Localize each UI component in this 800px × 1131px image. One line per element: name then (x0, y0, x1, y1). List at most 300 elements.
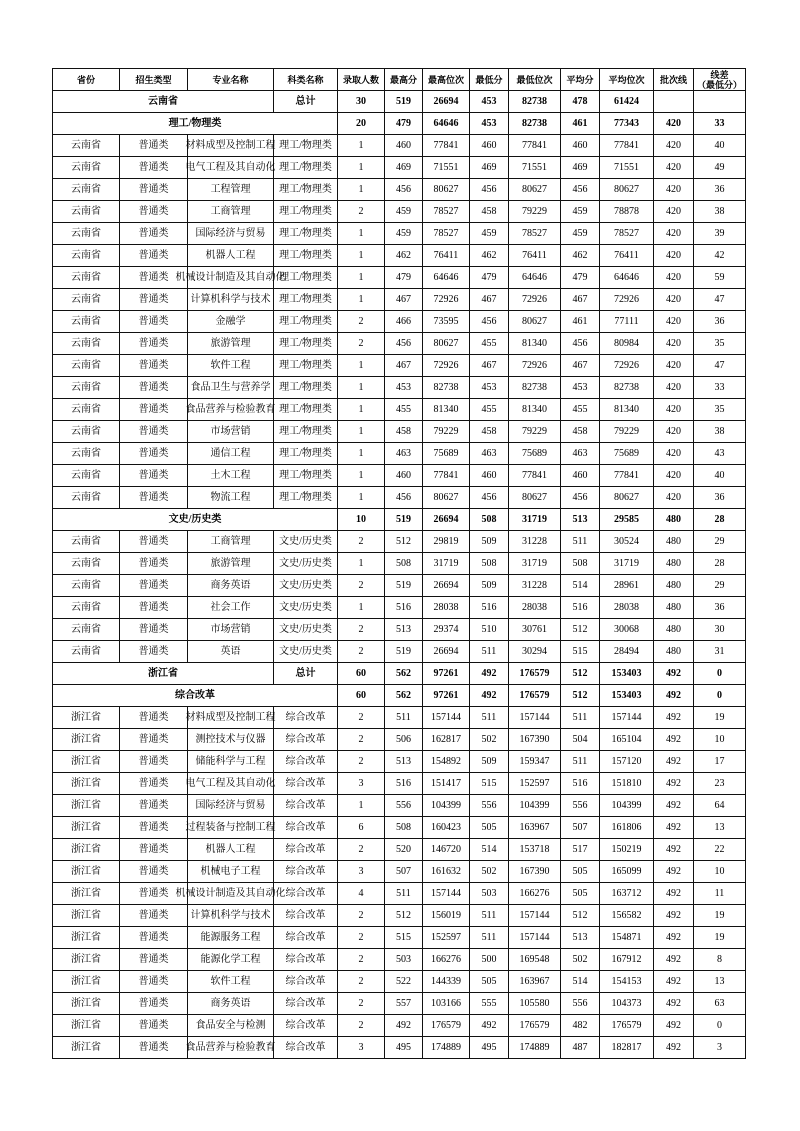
cell-avg-rank-value: 154153 (611, 975, 642, 987)
cell-batch-line-value: 420 (666, 381, 681, 393)
cell-province-value: 云南省 (71, 205, 101, 217)
cell-avg-rank (600, 245, 654, 267)
cell-admitted-count (338, 905, 385, 927)
cell-admitted-count (338, 377, 385, 399)
cell-avg-rank (600, 663, 654, 685)
cell-max-score-value: 466 (396, 315, 411, 327)
cell-avg-rank (600, 619, 654, 641)
cell-max-score-value: 479 (396, 271, 411, 283)
cell-major (188, 355, 274, 377)
cell-min-score (470, 1037, 509, 1059)
cell-min-rank-value: 80627 (522, 183, 547, 195)
cell-admitted-count (338, 91, 385, 113)
cell-admitted-count (338, 817, 385, 839)
cell-province-value: 浙江省 (71, 821, 101, 833)
cell-province-value: 云南省 (71, 337, 101, 349)
cell-line-diff (694, 1015, 746, 1037)
cell-subject-category-value: 理工/物理类 (279, 183, 332, 195)
cell-province-value: 浙江省 (71, 1041, 101, 1053)
cell-max-score-value: 467 (396, 359, 411, 371)
cell-avg-score-value: 467 (572, 359, 588, 371)
cell-subject-category (274, 817, 338, 839)
cell-min-score (470, 817, 509, 839)
cell-major-value: 国际经济与贸易 (195, 799, 266, 811)
cell-max-rank (423, 399, 470, 421)
table-row (53, 223, 746, 245)
cell-subject-category-value: 理工/物理类 (279, 315, 332, 327)
cell-avg-rank (600, 729, 654, 751)
cell-subject-category (274, 971, 338, 993)
cell-avg-score-value: 511 (572, 711, 588, 723)
header-admitted-count (338, 69, 385, 91)
cell-max-score (385, 883, 423, 905)
cell-major-value: 商务英语 (210, 997, 251, 1009)
cell-avg-score-value: 463 (572, 447, 588, 459)
cell-subject-category (274, 927, 338, 949)
cell-min-rank-value: 169548 (519, 953, 550, 965)
cell-avg-score (561, 355, 600, 377)
cell-line-diff (694, 157, 746, 179)
cell-subject-category (274, 487, 338, 509)
cell-province (53, 1015, 120, 1037)
cell-line-diff (694, 421, 746, 443)
cell-min-score-value: 460 (481, 469, 497, 481)
total-label (274, 91, 338, 113)
cell-min-rank (509, 289, 561, 311)
cell-province (53, 531, 120, 553)
cell-batch-line (654, 531, 694, 553)
cell-min-rank-value: 176579 (519, 1019, 550, 1031)
header-admission-type (120, 69, 188, 91)
cell-admitted-count-value: 1 (358, 249, 364, 261)
cell-min-score (470, 157, 509, 179)
cell-subject-category-value: 理工/物理类 (279, 491, 332, 503)
cell-avg-rank-value: 163712 (611, 887, 642, 899)
cell-max-score-value: 556 (396, 799, 411, 811)
cell-max-score (385, 905, 423, 927)
cell-admission-type-value: 普通类 (138, 469, 169, 481)
cell-max-score-value: 503 (396, 953, 411, 965)
cell-avg-rank (600, 1015, 654, 1037)
cell-min-rank (509, 487, 561, 509)
cell-avg-rank (600, 927, 654, 949)
cell-batch-line-value: 492 (666, 799, 681, 811)
cell-avg-score-value: 456 (572, 337, 588, 349)
cell-line-diff (694, 839, 746, 861)
cell-min-score (470, 289, 509, 311)
cell-admission-type (120, 443, 188, 465)
cell-avg-rank (600, 839, 654, 861)
cell-admitted-count-value: 1 (358, 491, 364, 503)
cell-subject-category-value: 综合改革 (285, 953, 326, 965)
cell-subject-category-value: 理工/物理类 (279, 425, 332, 437)
cell-major-value: 计算机科学与技术 (190, 293, 271, 305)
cell-major-value: 食品营养与检验教育 (185, 403, 276, 415)
admissions-table (52, 68, 746, 1059)
cell-admission-type (120, 817, 188, 839)
cell-province (53, 949, 120, 971)
cell-min-rank-value: 77841 (522, 469, 547, 481)
cell-min-score-value: 469 (481, 161, 497, 173)
cell-min-score-value: 511 (481, 909, 497, 921)
cell-province (53, 267, 120, 289)
cell-province (53, 729, 120, 751)
cell-admission-type (120, 619, 188, 641)
cell-admitted-count (338, 245, 385, 267)
cell-min-score-value: 511 (481, 711, 497, 723)
cell-admission-type (120, 795, 188, 817)
cell-min-rank (509, 971, 561, 993)
cell-batch-line-value: 492 (666, 777, 681, 789)
cell-min-score (470, 663, 509, 685)
cell-max-score-value: 519 (396, 513, 411, 525)
cell-avg-rank-value: 104373 (611, 997, 642, 1009)
cell-max-score-value: 453 (396, 381, 411, 393)
cell-subject-category-value: 综合改革 (285, 755, 326, 767)
table-row (53, 421, 746, 443)
cell-admission-type (120, 597, 188, 619)
cell-avg-score (561, 333, 600, 355)
cell-major-value: 物流工程 (210, 491, 251, 503)
cell-min-rank-value: 163967 (519, 821, 550, 833)
cell-province-value: 云南省 (71, 161, 101, 173)
cell-line-diff (694, 883, 746, 905)
cell-line-diff-value: 19 (714, 909, 725, 921)
cell-avg-score-value: 556 (572, 799, 588, 811)
cell-max-rank (423, 597, 470, 619)
cell-admission-type (120, 223, 188, 245)
cell-max-score-value: 456 (396, 183, 411, 195)
cell-major (188, 971, 274, 993)
cell-province (53, 289, 120, 311)
cell-subject-category-value: 综合改革 (285, 909, 326, 921)
cell-max-score (385, 289, 423, 311)
cell-subject-category-value: 文史/历史类 (279, 601, 332, 613)
cell-max-rank (423, 993, 470, 1015)
cell-avg-rank (600, 1037, 654, 1059)
cell-avg-rank (600, 575, 654, 597)
cell-admission-type-value: 普通类 (138, 139, 169, 151)
cell-max-rank-value: 72926 (433, 359, 459, 371)
cell-batch-line (654, 597, 694, 619)
cell-admission-type (120, 641, 188, 663)
cell-max-rank (423, 949, 470, 971)
cell-admission-type-value: 普通类 (138, 491, 169, 503)
cell-min-rank-value: 78527 (522, 227, 547, 239)
cell-avg-score-value: 512 (572, 623, 588, 635)
header-admission-type-label: 招生类型 (135, 74, 172, 85)
cell-max-score (385, 575, 423, 597)
cell-subject-category (274, 1037, 338, 1059)
cell-major (188, 1015, 274, 1037)
cell-major (188, 861, 274, 883)
cell-max-rank (423, 883, 470, 905)
cell-batch-line-value: 420 (666, 205, 681, 217)
cell-admission-type-value: 普通类 (138, 557, 169, 569)
cell-max-rank (423, 223, 470, 245)
cell-province (53, 707, 120, 729)
cell-min-rank-value: 166276 (519, 887, 550, 899)
cell-province (53, 333, 120, 355)
cell-min-score (470, 839, 509, 861)
cell-min-score-value: 492 (481, 1019, 497, 1031)
cell-avg-score (561, 663, 600, 685)
cell-admitted-count (338, 223, 385, 245)
cell-max-score-value: 515 (396, 931, 411, 943)
cell-avg-score-value: 469 (572, 161, 588, 173)
cell-max-rank (423, 575, 470, 597)
cell-min-score-value: 555 (481, 997, 497, 1009)
cell-avg-score (561, 751, 600, 773)
table-row (53, 883, 746, 905)
cell-line-diff-value: 39 (714, 227, 725, 239)
cell-avg-rank-value: 78878 (614, 205, 639, 217)
cell-subject-category (274, 553, 338, 575)
cell-line-diff (694, 707, 746, 729)
cell-admission-type-value: 普通类 (138, 205, 169, 217)
cell-admission-type-value: 普通类 (138, 1041, 169, 1053)
cell-max-rank (423, 465, 470, 487)
table-row (53, 245, 746, 267)
cell-max-score (385, 421, 423, 443)
cell-subject-category (274, 245, 338, 267)
cell-admitted-count-value: 1 (358, 183, 364, 195)
cell-max-rank-value: 176579 (431, 1019, 461, 1031)
cell-admission-type-value: 普通类 (138, 1019, 169, 1031)
cell-major (185, 399, 276, 421)
header-avg-score (561, 69, 600, 91)
cell-avg-rank (600, 333, 654, 355)
cell-max-rank (423, 971, 470, 993)
cell-admitted-count-value: 1 (358, 403, 364, 415)
cell-max-score (385, 1037, 423, 1059)
cell-avg-score-value: 460 (572, 139, 588, 151)
cell-subject-category-value: 综合改革 (285, 1019, 326, 1031)
cell-batch-line (654, 1037, 694, 1059)
cell-line-diff (694, 531, 746, 553)
cell-avg-rank (600, 157, 654, 179)
cell-major-value: 旅游管理 (210, 337, 251, 349)
cell-avg-score (561, 949, 600, 971)
cell-admitted-count-value: 20 (356, 117, 366, 129)
cell-batch-line-value: 480 (666, 601, 681, 613)
cell-province (53, 993, 120, 1015)
cell-province-value: 云南省 (71, 403, 101, 415)
cell-batch-line-value: 492 (666, 953, 681, 965)
cell-admission-type (120, 751, 188, 773)
cell-min-rank (509, 663, 561, 685)
cell-avg-rank (600, 421, 654, 443)
cell-major-value: 通信工程 (210, 447, 251, 459)
cell-province-value: 云南省 (71, 447, 101, 459)
cell-province (53, 135, 120, 157)
cell-min-score-value: 495 (481, 1041, 497, 1053)
cell-min-rank-value: 30294 (522, 645, 547, 657)
cell-avg-rank-value: 82738 (614, 381, 639, 393)
cell-max-rank-value: 157144 (431, 887, 461, 899)
cell-line-diff (694, 795, 746, 817)
cell-avg-rank (600, 795, 654, 817)
cell-min-score-value: 456 (481, 183, 497, 195)
cell-admitted-count (338, 993, 385, 1015)
cell-min-rank-value: 79229 (522, 425, 547, 437)
cell-avg-rank-value: 167912 (611, 953, 642, 965)
cell-admission-type-value: 普通类 (138, 447, 169, 459)
cell-line-diff (694, 399, 746, 421)
cell-avg-score-value: 462 (572, 249, 588, 261)
cell-admission-type-value: 普通类 (138, 271, 169, 283)
cell-max-score-value: 479 (396, 117, 411, 129)
cell-batch-line (654, 465, 694, 487)
cell-subject-category-value: 综合改革 (285, 711, 326, 723)
cell-max-score (385, 201, 423, 223)
cell-batch-line-value: 480 (666, 579, 681, 591)
cell-batch-line-value: 480 (666, 535, 681, 547)
cell-subject-category-value: 文史/历史类 (279, 579, 332, 591)
cell-avg-rank-value: 157144 (611, 711, 642, 723)
cell-avg-rank-value: 156582 (611, 909, 642, 921)
cell-admitted-count-value: 60 (356, 667, 366, 679)
cell-avg-score-value: 514 (572, 975, 588, 987)
cell-max-score-value: 513 (396, 755, 411, 767)
cell-batch-line-value: 480 (666, 557, 681, 569)
cell-avg-rank-value: 61424 (614, 95, 639, 107)
cell-line-diff (694, 597, 746, 619)
cell-subject-category-value: 综合改革 (285, 821, 326, 833)
cell-admission-type (120, 531, 188, 553)
cell-max-score (385, 179, 423, 201)
cell-max-score-value: 495 (396, 1041, 411, 1053)
cell-avg-rank (600, 751, 654, 773)
cell-avg-score-value: 461 (572, 117, 588, 129)
cell-province-value: 云南省 (71, 601, 101, 613)
total-label (274, 663, 338, 685)
cell-subject-category (274, 289, 338, 311)
cell-avg-score (561, 245, 600, 267)
cell-min-score-value: 510 (481, 623, 497, 635)
cell-batch-line-value: 492 (666, 843, 681, 855)
cell-admitted-count-value: 2 (358, 205, 364, 217)
cell-max-score (385, 377, 423, 399)
cell-line-diff (694, 949, 746, 971)
cell-avg-rank-value: 153403 (611, 667, 642, 679)
cell-batch-line (654, 113, 694, 135)
cell-line-diff (694, 993, 746, 1015)
cell-admission-type (120, 861, 188, 883)
cell-min-rank-value: 31228 (522, 579, 547, 591)
cell-major-value: 电气工程及其自动化 (185, 777, 276, 789)
cell-admission-type-value: 普通类 (138, 425, 169, 437)
cell-max-score-value: 516 (396, 777, 411, 789)
cell-max-rank-value: 160423 (431, 821, 461, 833)
cell-subject-category-value: 文史/历史类 (279, 645, 332, 657)
cell-max-score-value: 459 (396, 227, 411, 239)
cell-max-rank (423, 817, 470, 839)
cell-max-rank (423, 1037, 470, 1059)
cell-min-rank (509, 245, 561, 267)
cell-avg-rank (600, 861, 654, 883)
cell-min-score (470, 531, 509, 553)
cell-min-rank-value: 31719 (522, 557, 547, 569)
cell-batch-line (654, 751, 694, 773)
cell-max-score (385, 531, 423, 553)
cell-province-value: 云南省 (71, 293, 101, 305)
cell-line-diff-value: 36 (714, 183, 725, 195)
cell-min-rank (509, 1037, 561, 1059)
cell-line-diff (694, 487, 746, 509)
cell-min-score-value: 456 (481, 491, 497, 503)
cell-province-value: 浙江省 (71, 997, 101, 1009)
cell-subject-category-value: 理工/物理类 (279, 403, 332, 415)
table-row (53, 289, 746, 311)
cell-major-value: 金融学 (215, 315, 246, 327)
cell-min-score (470, 751, 509, 773)
cell-max-rank-value: 31719 (433, 557, 459, 569)
cell-admission-type-value: 普通类 (138, 601, 169, 613)
cell-avg-score-value: 512 (572, 909, 588, 921)
cell-avg-rank-value: 30068 (614, 623, 639, 635)
cell-min-score (470, 883, 509, 905)
cell-batch-line (654, 663, 694, 685)
cell-subject-category (274, 905, 338, 927)
cell-avg-rank-value: 78527 (614, 227, 639, 239)
cell-line-diff-value: 10 (714, 733, 725, 745)
header-major-label: 专业名称 (212, 74, 249, 85)
header-province (53, 69, 120, 91)
cell-min-rank-value: 82738 (522, 95, 547, 107)
cell-admitted-count-value: 30 (356, 95, 366, 107)
cell-avg-score (561, 729, 600, 751)
cell-min-score (470, 707, 509, 729)
cell-batch-line-value: 420 (666, 425, 681, 437)
cell-admission-type-value: 普通类 (138, 227, 169, 239)
cell-admission-type-value: 普通类 (138, 865, 169, 877)
cell-batch-line (654, 399, 694, 421)
cell-max-rank-value: 26694 (433, 95, 459, 107)
cell-subject-category-value: 综合改革 (285, 733, 326, 745)
cell-admitted-count (338, 927, 385, 949)
cell-subject-category (274, 993, 338, 1015)
cell-admission-type (120, 157, 188, 179)
cell-max-score (385, 333, 423, 355)
table-row (53, 707, 746, 729)
cell-admitted-count (338, 663, 385, 685)
cell-admission-type-value: 普通类 (138, 887, 169, 899)
cell-line-diff-value: 10 (714, 865, 725, 877)
cell-max-rank-value: 28038 (433, 601, 459, 613)
cell-max-rank (423, 333, 470, 355)
cell-batch-line-value: 492 (666, 997, 681, 1009)
cell-admitted-count (338, 773, 385, 795)
cell-avg-score-value: 456 (572, 183, 588, 195)
cell-province (53, 487, 120, 509)
cell-subject-category (274, 773, 338, 795)
cell-avg-rank-value: 28961 (614, 579, 639, 591)
cell-batch-line-value: 420 (666, 183, 681, 195)
cell-avg-score-value: 456 (572, 491, 588, 503)
cell-batch-line-value: 420 (666, 249, 681, 261)
cell-province (53, 1037, 120, 1059)
cell-min-rank-value: 72926 (522, 293, 547, 305)
cell-min-score (470, 267, 509, 289)
table-row (53, 839, 746, 861)
cell-min-score-value: 467 (481, 293, 497, 305)
cell-min-rank (509, 531, 561, 553)
cell-line-diff (694, 641, 746, 663)
cell-max-score (385, 113, 423, 135)
cell-line-diff-value: 13 (714, 975, 725, 987)
cell-line-diff (694, 905, 746, 927)
